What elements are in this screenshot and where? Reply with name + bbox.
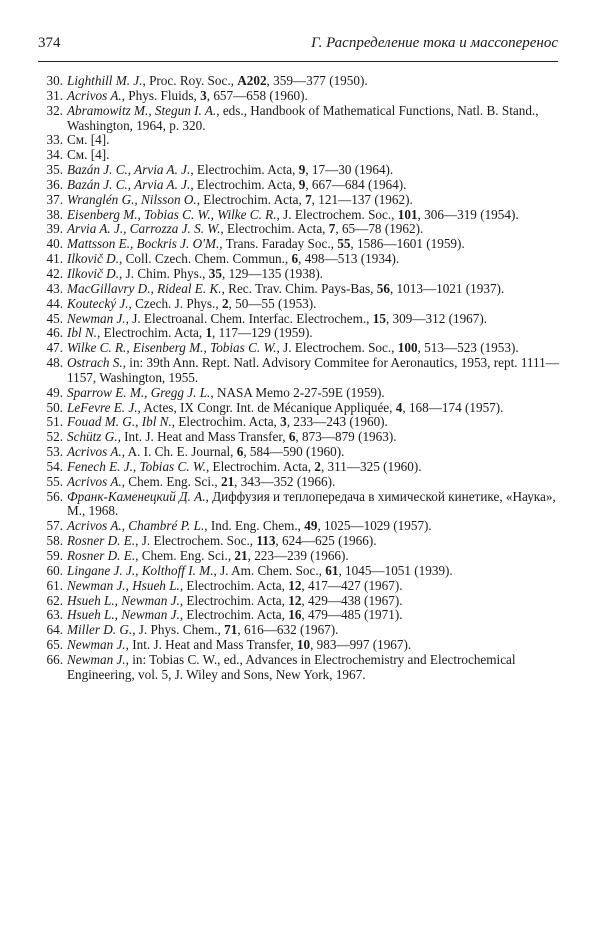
reference-source: , Phys. Fluids, bbox=[121, 87, 201, 103]
reference-pages-year: , 233—243 (1960). bbox=[286, 414, 388, 430]
reference-authors: Sparrow E. M., Gregg J. L. bbox=[67, 384, 211, 400]
reference-number: 66. bbox=[46, 651, 63, 667]
reference-source: , Electrochim. Acta, bbox=[190, 176, 299, 192]
reference-entry bbox=[38, 163, 560, 178]
reference-number: 42. bbox=[46, 265, 63, 281]
reference-entry bbox=[38, 475, 560, 490]
reference-source: , A. I. Ch. E. Journal, bbox=[121, 444, 237, 460]
reference-entry bbox=[38, 549, 560, 564]
reference-source: , NASA Memo 2-27-59E (1959). bbox=[210, 384, 385, 400]
reference-authors: Newman J. bbox=[67, 651, 126, 667]
reference-source: , Electrochim. Acta, bbox=[179, 607, 289, 623]
reference-pages-year: , 616—632 (1967). bbox=[237, 622, 339, 638]
reference-volume: 6 bbox=[291, 251, 299, 267]
reference-pages-year: , 129—135 (1938). bbox=[221, 265, 324, 281]
reference-authors: Bazán J. C., Arvia A. J. bbox=[67, 176, 191, 192]
reference-entry bbox=[38, 594, 560, 609]
reference-volume: 49 bbox=[304, 518, 318, 534]
reference-authors: Lighthill M. J. bbox=[67, 73, 143, 88]
reference-source: , Диффузия и теплопередача в химической кинетике, «Наука», М., 1968. bbox=[67, 488, 556, 519]
reference-volume: 35 bbox=[208, 265, 222, 281]
reference-authors: Newman J. bbox=[67, 310, 126, 326]
reference-number: 59. bbox=[46, 548, 63, 563]
reference-number: 56. bbox=[46, 488, 63, 504]
reference-number: 39. bbox=[46, 221, 63, 237]
reference-source: , Chem. Eng. Sci., bbox=[135, 548, 235, 563]
reference-number: 52. bbox=[46, 429, 63, 445]
reference-authors: Acrivos A. bbox=[67, 473, 122, 489]
reference-number: 61. bbox=[46, 577, 63, 593]
reference-volume: 7 bbox=[305, 191, 312, 207]
reference-source: , Electrochim. Acta, bbox=[220, 221, 329, 237]
reference-volume: A202 bbox=[237, 73, 267, 88]
reference-source: См. [4]. bbox=[67, 132, 110, 148]
reference-volume: 100 bbox=[397, 340, 418, 356]
reference-entry bbox=[38, 237, 560, 252]
reference-volume: 9 bbox=[298, 176, 306, 192]
reference-entry bbox=[38, 623, 560, 638]
reference-entry bbox=[38, 638, 560, 653]
reference-entry bbox=[38, 222, 560, 237]
reference-authors: Acrivos A. bbox=[67, 87, 122, 103]
reference-pages-year: , 624—625 (1966). bbox=[275, 533, 377, 549]
reference-authors: Schütz G. bbox=[67, 429, 118, 445]
reference-entry bbox=[38, 386, 560, 401]
reference-volume: 12 bbox=[288, 577, 302, 593]
reference-number: 44. bbox=[46, 295, 63, 311]
reference-volume: 10 bbox=[296, 637, 311, 653]
reference-pages-year: , 311—325 (1960). bbox=[320, 458, 422, 474]
reference-source: , Electrochim. Acta, bbox=[179, 592, 289, 608]
reference-number: 41. bbox=[46, 251, 63, 267]
reference-authors: Франк-Каменецкий Д. А. bbox=[67, 488, 206, 504]
reference-number: 53. bbox=[46, 444, 63, 460]
reference-source: , J. Electrochem. Soc., bbox=[276, 340, 398, 356]
running-title: Г. Распределение тока и массоперенос bbox=[311, 35, 558, 51]
reference-entry bbox=[38, 74, 560, 89]
reference-pages-year: , 65—78 (1962). bbox=[335, 221, 424, 237]
reference-number: 60. bbox=[46, 562, 63, 578]
reference-source: , J. Am. Chem. Soc., bbox=[213, 562, 326, 578]
reference-volume: 4 bbox=[395, 399, 403, 415]
reference-authors: MacGillavry D., Rideal E. K. bbox=[67, 280, 222, 296]
reference-pages-year: , 417—427 (1967). bbox=[301, 577, 403, 593]
reference-pages-year: , 584—590 (1960). bbox=[243, 444, 345, 460]
reference-authors: Rosner D. E. bbox=[67, 548, 136, 563]
reference-number: 50. bbox=[46, 399, 63, 415]
reference-source: , Rec. Trav. Chim. Pays-Bas, bbox=[221, 280, 377, 296]
reference-volume: 71 bbox=[224, 622, 238, 638]
reference-pages-year: , 343—352 (1966). bbox=[234, 473, 336, 489]
reference-number: 36. bbox=[46, 176, 63, 192]
reference-number: 35. bbox=[46, 162, 63, 178]
reference-pages-year: , 667—684 (1964). bbox=[305, 176, 407, 192]
reference-pages-year: , 873—879 (1963). bbox=[295, 429, 397, 445]
reference-volume: 21 bbox=[220, 473, 235, 489]
reference-source: , J. Phys. Chem., bbox=[132, 622, 225, 638]
reference-source: , Czech. J. Phys., bbox=[128, 295, 222, 311]
reference-number: 54. bbox=[46, 458, 63, 474]
reference-source: , J. Electrochem. Soc., bbox=[276, 206, 398, 222]
reference-source: , J. Electrochem. Soc., bbox=[135, 533, 257, 549]
reference-pages-year: , 1013—1021 (1937). bbox=[389, 280, 505, 296]
reference-number: 64. bbox=[46, 622, 63, 638]
reference-pages-year: , 50—55 (1953). bbox=[228, 295, 317, 311]
reference-source: , Chem. Eng. Sci., bbox=[121, 473, 221, 489]
reference-pages-year: , 1025—1029 (1957). bbox=[317, 518, 432, 534]
reference-entry bbox=[38, 208, 560, 223]
reference-pages-year: , 359—377 (1950). bbox=[266, 73, 368, 88]
reference-volume: 101 bbox=[397, 206, 418, 222]
reference-number: 49. bbox=[46, 384, 63, 400]
reference-source: См. [4]. bbox=[67, 147, 110, 163]
reference-volume: 21 bbox=[234, 548, 248, 563]
header-rule bbox=[38, 61, 558, 62]
reference-number: 40. bbox=[46, 236, 63, 252]
reference-authors: Mattsson E., Bockris J. O'M. bbox=[67, 236, 220, 252]
reference-entry bbox=[38, 104, 560, 134]
reference-source: , Int. J. Heat and Mass Transfer, bbox=[125, 637, 297, 653]
reference-number: 62. bbox=[46, 592, 63, 608]
reference-volume: 3 bbox=[280, 414, 287, 430]
reference-volume: 2 bbox=[314, 458, 321, 474]
reference-source: , Proc. Roy. Soc., bbox=[142, 73, 238, 88]
reference-number: 46. bbox=[46, 325, 63, 341]
reference-entry bbox=[38, 460, 560, 475]
reference-volume: 15 bbox=[372, 310, 386, 326]
reference-entry bbox=[38, 653, 560, 683]
reference-number: 37. bbox=[46, 191, 63, 207]
reference-source: , Coll. Czech. Chem. Commun., bbox=[119, 251, 292, 267]
reference-source: , eds., Handbook of Mathematical Functions, Natl. B. Stand., Washington, 1964, p. 320. bbox=[67, 102, 539, 133]
reference-list bbox=[38, 74, 560, 683]
reference-source: , Actes, IX Congr. Int. de Mécanique Appliquée, bbox=[137, 399, 396, 415]
reference-volume: 1 bbox=[205, 325, 213, 341]
reference-entry bbox=[38, 356, 560, 386]
reference-number: 32. bbox=[46, 102, 63, 118]
reference-authors: Fenech E. J., Tobias C. W. bbox=[67, 458, 206, 474]
page-number: 374 bbox=[38, 35, 61, 51]
reference-entry bbox=[38, 326, 560, 341]
reference-authors: Koutecký J. bbox=[67, 295, 129, 311]
reference-number: 47. bbox=[46, 340, 63, 356]
reference-authors: Newman J., Hsueh L. bbox=[67, 577, 180, 593]
reference-source: , Electrochim. Acta, bbox=[205, 458, 315, 474]
reference-source: , Electrochim. Acta, bbox=[190, 162, 299, 178]
reference-number: 33. bbox=[46, 132, 63, 148]
reference-authors: Lingane J. J., Kolthoff I. M. bbox=[67, 562, 214, 578]
reference-pages-year: , 309—312 (1967). bbox=[385, 310, 488, 326]
reference-entry bbox=[38, 490, 560, 520]
reference-entry bbox=[38, 178, 560, 193]
reference-pages-year: , 306—319 (1954). bbox=[417, 206, 519, 222]
reference-authors: Acrivos A., Chambré P. L. bbox=[67, 518, 205, 534]
reference-pages-year: , 117—129 (1959). bbox=[212, 325, 313, 341]
reference-authors: Wilke C. R., Eisenberg M., Tobias C. W. bbox=[67, 340, 277, 356]
reference-source: , Electrochim. Acta, bbox=[196, 191, 306, 207]
reference-volume: 113 bbox=[256, 533, 276, 549]
reference-entry bbox=[38, 312, 560, 327]
reference-authors: Arvia A. J., Carrozza J. S. W. bbox=[67, 221, 221, 237]
reference-pages-year: , 983—997 (1967). bbox=[310, 637, 412, 653]
reference-volume: 3 bbox=[200, 87, 207, 103]
reference-entry bbox=[38, 401, 560, 416]
reference-number: 34. bbox=[46, 147, 63, 163]
reference-pages-year: , 1045—1051 (1939). bbox=[338, 562, 453, 578]
reference-authors: Eisenberg M., Tobias C. W., Wilke C. R. bbox=[67, 206, 277, 222]
reference-authors: Hsueh L., Newman J. bbox=[67, 592, 180, 608]
reference-pages-year: , 479—485 (1971). bbox=[301, 607, 403, 623]
reference-volume: 61 bbox=[325, 562, 339, 578]
reference-source: , J. Chim. Phys., bbox=[119, 265, 209, 281]
reference-source: , in: Tobias C. W., ed., Advances in Electrochemistry and Electrochemical Engineering, vol. 5, J. Wiley and Sons, New York, 1967. bbox=[67, 651, 516, 682]
reference-number: 58. bbox=[46, 533, 63, 549]
reference-volume: 6 bbox=[236, 444, 244, 460]
reference-entry bbox=[38, 430, 560, 445]
reference-authors: Rosner D. E. bbox=[67, 533, 136, 549]
reference-pages-year: , 121—137 (1962). bbox=[311, 191, 413, 207]
reference-number: 63. bbox=[46, 607, 63, 623]
reference-pages-year: , 429—438 (1967). bbox=[301, 592, 403, 608]
reference-authors: LeFevre E. J. bbox=[67, 399, 138, 415]
reference-number: 48. bbox=[46, 355, 63, 371]
reference-volume: 7 bbox=[328, 221, 336, 237]
reference-entry bbox=[38, 608, 560, 623]
reference-volume: 12 bbox=[288, 592, 302, 608]
reference-entry bbox=[38, 267, 560, 282]
reference-entry bbox=[38, 297, 560, 312]
reference-number: 55. bbox=[46, 473, 63, 489]
reference-pages-year: , 498—513 (1934). bbox=[298, 251, 400, 267]
reference-pages-year: , 513—523 (1953). bbox=[417, 340, 519, 356]
reference-entry bbox=[38, 89, 560, 104]
reference-authors: Ibl N. bbox=[67, 325, 98, 341]
reference-entry bbox=[38, 193, 560, 208]
reference-pages-year: , 168—174 (1957). bbox=[402, 399, 504, 415]
reference-authors: Fouad M. G., Ibl N. bbox=[67, 414, 172, 430]
reference-entry bbox=[38, 519, 560, 534]
reference-number: 45. bbox=[46, 310, 63, 326]
reference-entry bbox=[38, 133, 560, 148]
reference-pages-year: , 223—239 (1966). bbox=[247, 548, 349, 563]
reference-source: , Electrochim. Acta, bbox=[97, 325, 206, 341]
reference-authors: Ilkovič D. bbox=[67, 251, 119, 267]
reference-authors: Ilkovič D. bbox=[67, 265, 119, 281]
reference-entry bbox=[38, 415, 560, 430]
reference-source: , in: 39th Ann. Rept. Natl. Advisory Commitee for Aeronautics, 1953, rept. 1111—1157, Washington, 1955. bbox=[67, 355, 559, 385]
reference-number: 57. bbox=[46, 518, 63, 534]
reference-entry bbox=[38, 534, 560, 549]
reference-number: 31. bbox=[46, 87, 63, 103]
reference-entry bbox=[38, 445, 560, 460]
reference-source: , Electrochim. Acta, bbox=[171, 414, 281, 430]
reference-entry bbox=[38, 252, 560, 267]
reference-authors: Ostrach S. bbox=[67, 355, 123, 371]
reference-number: 51. bbox=[46, 414, 63, 430]
reference-authors: Hsueh L., Newman J. bbox=[67, 607, 180, 623]
reference-source: , Electrochim. Acta, bbox=[179, 577, 289, 593]
reference-authors: Wranglén G., Nilsson O. bbox=[67, 191, 197, 207]
reference-entry bbox=[38, 282, 560, 297]
reference-number: 43. bbox=[46, 280, 63, 296]
reference-authors: Abramowitz M., Stegun I. A. bbox=[67, 102, 217, 118]
reference-volume: 56 bbox=[376, 280, 390, 296]
reference-number: 30. bbox=[46, 73, 63, 88]
reference-authors: Miller D. G. bbox=[67, 622, 133, 638]
reference-entry bbox=[38, 148, 560, 163]
reference-source: , Trans. Faraday Soc., bbox=[219, 236, 338, 252]
reference-entry bbox=[38, 564, 560, 579]
reference-authors: Acrivos A. bbox=[67, 444, 122, 460]
reference-volume: 55 bbox=[337, 236, 351, 252]
reference-entry bbox=[38, 579, 560, 594]
reference-source: , J. Electroanal. Chem. Interfac. Electrochem., bbox=[125, 310, 373, 326]
reference-entry bbox=[38, 341, 560, 356]
reference-source: , Int. J. Heat and Mass Transfer, bbox=[117, 429, 289, 445]
reference-volume: 6 bbox=[288, 429, 296, 445]
reference-number: 65. bbox=[46, 637, 63, 653]
reference-volume: 2 bbox=[221, 295, 229, 311]
reference-pages-year: , 657—658 (1960). bbox=[206, 87, 308, 103]
page-header bbox=[38, 32, 558, 58]
reference-number: 38. bbox=[46, 206, 63, 222]
reference-pages-year: , 17—30 (1964). bbox=[305, 162, 394, 178]
reference-volume: 9 bbox=[298, 162, 306, 178]
reference-authors: Bazán J. C., Arvia A. J. bbox=[67, 162, 191, 178]
reference-volume: 16 bbox=[288, 607, 302, 623]
reference-pages-year: , 1586—1601 (1959). bbox=[350, 236, 465, 252]
reference-source: , Ind. Eng. Chem., bbox=[204, 518, 305, 534]
reference-authors: Newman J. bbox=[67, 637, 126, 653]
